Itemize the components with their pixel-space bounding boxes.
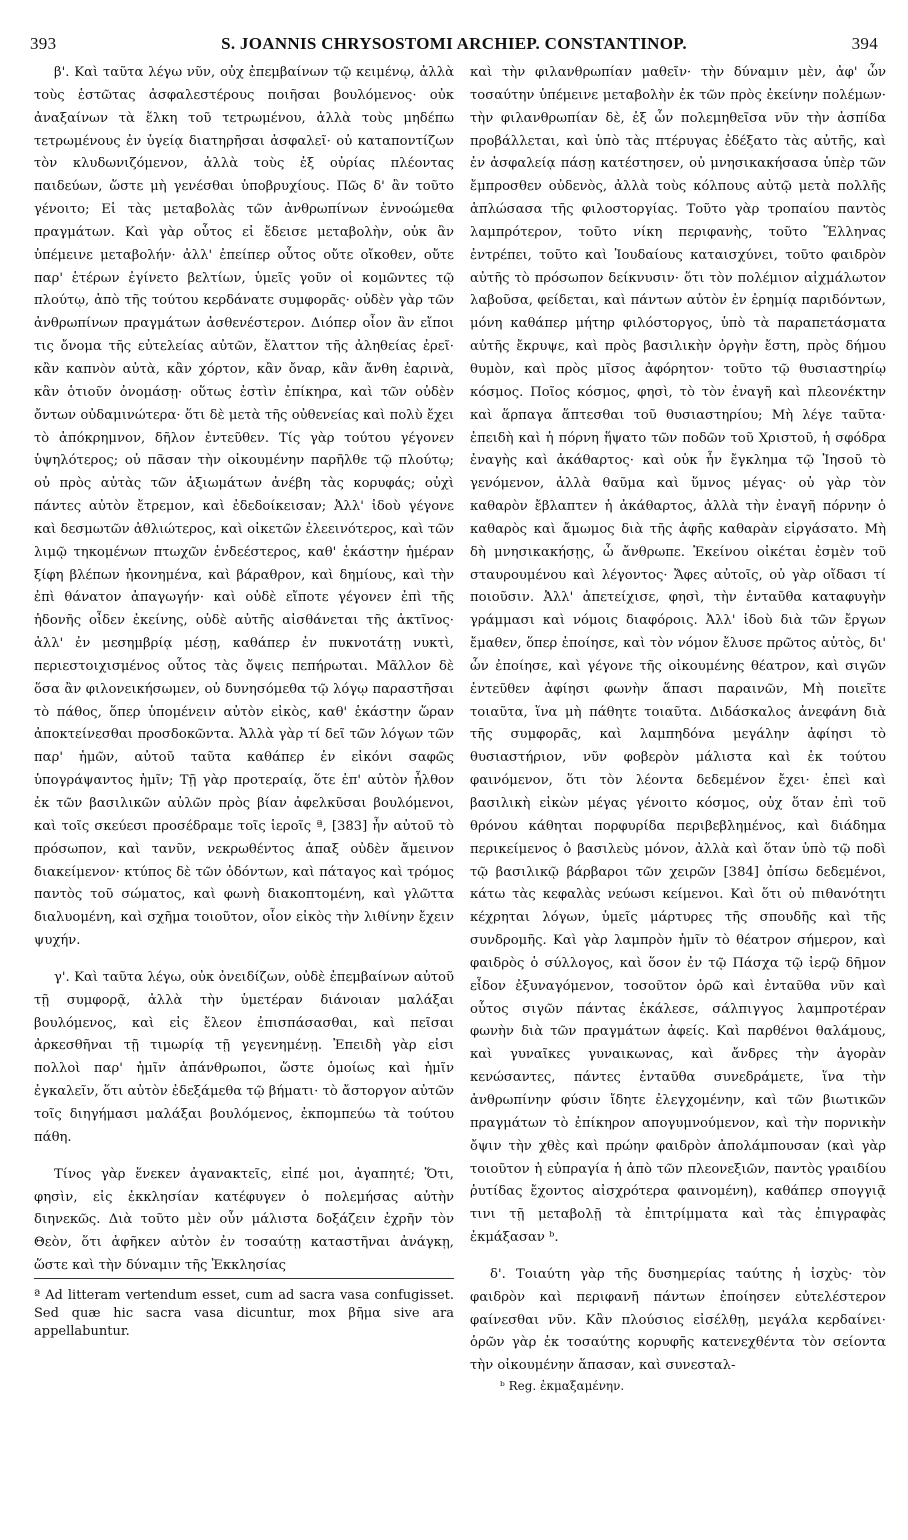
- paragraph-tinos: Τίνος γὰρ ἕνεκεν ἀγανακτεῖς, εἰπέ μοι, ἀγαπητέ; Ὅτι, φησὶν, εἰς ἐκκλησίαν κατέφυγεν ὁ πολεμήσας αὐτὴν διηνεκῶς. Διὰ τοῦτο μὲν οὖν μάλιστα δοξάζειν ἐχρῆν τὸν Θεὸν, ὅτι ἀφῆκεν αὐτὸν ἐν τοσαύτῃ καταστῆναι ἀνάγκῃ, ὥστε καὶ τὴν δύναμιν τῆς Ἐκκλησίας: [34, 1166, 454, 1274]
- left-column: [34, 62, 454, 1341]
- page-number-left: 393: [30, 34, 57, 53]
- paragraph-gamma: γ'. Καὶ ταῦτα λέγω, οὐκ ὀνειδίζων, οὐδὲ ἐπεμβαίνων αὐτοῦ τῇ συμφορᾷ, ἀλλὰ τὴν ὑμετέραν διάνοιαν μαλάξαι βουλόμενος, καὶ εἰς ἔλεον ἐπισπάσασθαι, καὶ πεῖσαι ἀρκεσθῆναι τῇ τιμωρίᾳ τῇ γεγενημένῃ. Ἐπειδὴ γὰρ εἰσι πολλοὶ παρ' ἡμῖν ἀπάνθρωποι, ὥστε ὁμοίως καὶ ἡμῖν ἐγκαλεῖν, ὅτι αὐτὸν ἐδεξάμεθα τῷ βήματι· τὸ ἄστοργον αὐτῶν τοῖς διηγήμασι μαλάξαι βουλόμενος, ἐκπομπεύω τὰ τούτου πάθη.: [34, 969, 454, 1145]
- footnote-a: ª Ad litteram vertendum esset, cum ad sacra vasa confugisset. Sed quæ hic sacra vasa dicuntur, mox βῆμα sive ara appellabuntur.: [34, 1278, 454, 1341]
- footnote-b: ᵇ Reg. ἐκμαξαμένην.: [500, 1379, 625, 1394]
- paragraph-beta: β'. Καὶ ταῦτα λέγω νῦν, οὐχ ἐπεμβαίνων τῷ κειμένῳ, ἀλλὰ τοὺς ἑστῶτας ἀσφαλεστέρους ποιῆσαι βουλόμενος· οὐκ ἀναξαίνων τὰ ἕλκη τοῦ τετρωμένου, ἀλλὰ τοὺς μηδέπω τετρωμένους ἐν ὑγείᾳ διατηρῆσαι ἀσφαλεῖ· οὐ καταποντίζων τὸν κλυδωνιζόμενον, ἀλλὰ τοὺς ἐξ οὐρίας πλέοντας παιδεύων, ὥστε μὴ γενέσθαι ὑποβρυχίους. Πῶς δ' ἂν τοῦτο γένοιτο; Εἰ τὰς μεταβολὰς τῶν ἀνθρωπίνων ἐννοώμεθα πραγμάτων. Καὶ γὰρ οὗτος εἰ ἔδεισε μεταβολὴν, οὐκ ἂν ὑπέμεινε μεταβολήν· ἀλλ' ἐπείπερ οὗτος οὔτε οἴκοθεν, οὔτε παρ' ἑτέρων ἐγίνετο βελτίων, ὑμεῖς γοῦν οἱ κομῶντες τῷ πλούτῳ, ἀπὸ τῆς τούτου κερδάνατε συμφορᾶς· οὐδὲν γὰρ τῶν ἀνθρωπίνων πραγμάτων ἀσθενέστερον. Διόπερ οἷον ἂν εἴποι τις ὄνομα τῆς εὐτελείας αὐτῶν, ἔλαττον τῆς ἀληθείας ἐρεῖ· κἂν καπνὸν αὐτὰ, κἂν χόρτον, κἂν ὄναρ, κἂν ἄνθη ἐαρινὰ, κἂν ὁτιοῦν ὀνομάσῃ· οὕτως ἐστὶν ἐπίκηρα, καὶ τῶν οὐδὲν ὄντων οὐδαμινώτερα· ὅτι δὲ μετὰ τῆς οὐθενείας καὶ πολὺ ἔχει τὸ ἀπόκρημνον, δῆλον ἐντεῦθεν. Τίς γὰρ τούτου γέγονεν ὑψηλότερος; οὐ πᾶσαν τὴν οἰκουμένην παρῆλθε τῷ πλούτῳ; οὐ πρὸς αὐτὰς τῶν ἀξιωμάτων ἀνέβη τὰς κορυφάς; οὐχὶ πάντες αὐτὸν ἔτρεμον, καὶ ἐδεδοίκεισαν; Ἀλλ' ἰδοὺ γέγονε καὶ δεσμωτῶν ἀθλιώτερος, καὶ οἰκετῶν ἐλεεινότερος, καὶ τῶν λιμῷ τηκομένων πτωχῶν ἐνδεέστερος, καθ' ἑκάστην ἡμέραν ξίφη βλέπων ἠκονημένα, καὶ βάραθρον, καὶ δημίους, καὶ τὴν ἐπὶ θάνατον ἀπαγωγήν· καὶ οὐδὲ εἴποτε γέγονεν ἐπὶ τῆς ἡδονῆς οἶδεν ἐκείνης, οὐδὲ αὐτῆς αἰσθάνεται τῆς ἀκτῖνος· ἀλλ' ἐν μεσημβρίᾳ μέσῃ, καθάπερ ἐν πυκνοτάτῃ νυκτὶ, περιεστοιχισμένος οὗτος τὰς ὄψεις πεπήρωται. Μᾶλλον δὲ ὅσα ἂν φιλονεικήσωμεν, οὐ δυνησόμεθα τῷ λόγῳ παραστῆσαι τὸ πάθος, ὅπερ ὑπομένειν αὐτὸν εἰκὸς, καθ' ἑκάστην ὥραν ἀποκτείνεσθαι προσδοκῶντα. Ἀλλὰ γὰρ τί δεῖ τῶν λόγων τῶν παρ' ἡμῶν, αὐτοῦ ταῦτα καθάπερ ἐν εἰκόνι σαφῶς ὑπογράψαντος ἡμῖν; Τῇ γὰρ προτεραίᾳ, ὅτε ἐπ' αὐτὸν ἦλθον ἐκ τῶν βασιλικῶν αὐλῶν πρὸς βίαν ἀφελκῦσαι βουλόμενοι, καὶ τοῖς σκεύεσι προσέδραμε τοῖς ἱεροῖς ª, [383] ἦν αὐτοῦ τὸ πρόσωπον, καὶ τανῦν, νεκρωθέντος ἁπαξ οὐδὲν ἄμεινον διακείμενον· κτύπος δὲ τῶν ὀδόντων, καὶ πάταγος καὶ τρόμος παντὸς τοῦ σώματος, καὶ φωνὴ διακοπτομένη, καὶ γλῶττα διαλυομένη, καὶ σχῆμα τοιοῦτον, οἷον εἰκὸς τὴν λιθίνην ἔχειν ψυχήν.: [34, 65, 454, 949]
- running-header: [30, 34, 878, 56]
- paragraph-delta: δ'. Τοιαύτη γὰρ τῆς δυσημερίας ταύτης ἡ ἰσχὺς· τὸν φαιδρὸν καὶ περιφανῆ πάντων ἐποίησεν εὐτελέστερον φαίνεσθαι νῦν. Κἂν πλούσιος εἰσέλθῃ, μεγάλα κερδαίνει· ὁρῶν γὰρ ἐκ τοσαύτης κορυφῆς κατενεχθέντα τὸν σείοντα τὴν οἰκουμένην ἅπασαν, καὶ συνεσταλ-: [470, 1266, 886, 1374]
- running-title: S. JOANNIS CHRYSOSTOMI ARCHIEP. CONSTANTINOP.: [221, 34, 687, 53]
- paragraph-continuation: καὶ τὴν φιλανθρωπίαν μαθεῖν· τὴν δύναμιν μὲν, ἀφ' ὧν τοσαύτην ὑπέμεινε μεταβολὴν ἐκ τῶν πρὸς ἐκείνην πολέμων· τὴν φιλανθρωπίαν δὲ, ἐξ ὧν πολεμηθεῖσα νῦν τὴν ἀσπίδα προβάλλεται, καὶ ὑπὸ τὰς πτέρυγας ἐδέξατο τὰς αὐτῆς, καὶ ἐν ἀσφαλείᾳ πάσῃ κατέστησεν, οὐ μνησικακήσασα ὑπὲρ τῶν ἔμπροσθεν οὐδενὸς, ἀλλὰ τοὺς κόλπους αὐτῷ μετὰ πολλῆς ἁπλώσασα τῆς φιλοστοργίας. Τοῦτο γὰρ τροπαίου παντὸς λαμπρότερον, τοῦτο νίκη περιφανὴς, τοῦτο Ἕλληνας ἐντρέπει, τοῦτο καὶ Ἰουδαίους καταισχύνει, τοῦτο φαιδρὸν αὐτῆς τὸ πρόσωπον δείκνυσιν· ὅτι τὸν πολέμιον αἰχμάλωτον λαβοῦσα, φείδεται, καὶ πάντων αὐτὸν ἐν ἐρημίᾳ παριδόντων, μόνη καθάπερ μήτηρ φιλόστοργος, ὑπὸ τὰ παραπετάσματα αὐτῆς ἔκρυψε, καὶ πρὸς βασιλικὴν ὀργὴν ἔστη, πρὸς δήμου θυμὸν, καὶ πρὸς μῖσος ἀφόρητον· τοῦτο τῷ θυσιαστηρίῳ κόσμος. Ποῖος κόσμος, φησὶ, τὸ τὸν ἐναγῆ καὶ πλεονέκτην καὶ ἅρπαγα ἅπτεσθαι τοῦ θυσιαστηρίου; Μὴ λέγε ταῦτα· ἐπειδὴ καὶ ἡ πόρνη ἥψατο τῶν ποδῶν τοῦ Χριστοῦ, ἡ σφόδρα ἐναγὴς καὶ ἀκάθαρτος· καὶ οὐκ ἦν ἔγκλημα τῷ Ἰησοῦ τὸ γενόμενον, ἀλλὰ θαῦμα καὶ ὕμνος μέγας· οὐ γὰρ τὸν καθαρὸν ἔβλαπτεν ἡ ἀκάθαρτος, ἀλλὰ τὴν ἐναγῆ πόρνην ὁ καθαρὸς καὶ ἄμωμος διὰ τῆς ἀφῆς καθαρὰν εἰργάσατο. Μὴ δὴ μνησικακήσῃς, ὦ ἄνθρωπε. Ἐκείνου οἰκέται ἐσμὲν τοῦ σταυρουμένου καὶ λέγοντος· Ἄφες αὐτοῖς, οὐ γὰρ οἴδασι τί ποιοῦσιν. Ἀλλ' ἀπετείχισε, φησὶ, τὴν ἐνταῦθα καταφυγὴν γράμμασι καὶ νόμοις διαφόροις. Ἀλλ' ἰδοὺ διὰ τῶν ἔργων ἔμαθεν, ὅπερ ἐποίησε, καὶ τὸν νόμον ἔλυσε πρῶτος αὐτὸς, δι' ὧν ἐποίησε, καὶ γέγονε τῆς οἰκουμένης θέατρον, καὶ σιγῶν ἐντεῦθεν ἀφίησι φωνὴν ἅπασι παραινῶν, Μὴ ποιεῖτε τοιαῦτα, ἵνα μὴ πάθητε τοιαῦτα. Διδάσκαλος ἀνεφάνη διὰ τῆς συμφορᾶς, καὶ λαμπηδόνα μεγάλην ἀφίησι τὸ θυσιαστήριον, νῦν φοβερὸν μάλιστα καὶ ἐκ τούτου φαινόμενον, ὅτι τὸν λέοντα δεδεμένον ἔχει· ἐπεὶ καὶ βασιλικὴ εἰκὼν μέγας γένοιτο κόσμος, οὐχ ὅταν ἐπὶ τοῦ θρόνου κάθηται πορφυρίδα περιβεβλημένος, καὶ διάδημα περικείμενος ὁ βασιλεὺς μόνον, ἀλλὰ καὶ ὅταν ὑπὸ τῷ ποδὶ τῷ βασιλικῷ βάρβαροι τῶν χειρῶν [384] ὀπίσω δεδεμένοι, κάτω τὰς κεφαλὰς νεύωσι κείμενοι. Καὶ ὅτι οὐ πιθανότητι κέχρηται λόγων, ὑμεῖς μάρτυρες τῆς σπουδῆς καὶ τῆς συνδρομῆς. Καὶ γὰρ λαμπρὸν ἡμῖν τὸ θέατρον σήμερον, καὶ φαιδρὸς ὁ σύλλογος, καὶ ὅσον ἐν τῷ Πάσχα τῷ ἱερῷ δῆμον εἶδον ἐξυναγόμενον, τοσοῦτον ὁρῶ καὶ ἐνταῦθα νῦν καὶ οὗτος σιγῶν πάντας ἐκάλεσε, σάλπιγγος λαμπροτέραν φωνὴν διὰ τῶν πραγμάτων ἀφείς. Καὶ παρθένοι θαλάμους, καὶ γυναῖκες γυναικωνας, καὶ ἄνδρες τὴν ἀγορὰν κενώσαντες, πάντες ἐνταῦθα συνεδράμετε, ἵνα τὴν ἀνθρωπίνην φύσιν ἴδητε ἐλεγχομένην, καὶ τῶν βιωτικῶν πραγμάτων τὸ ἐπίκηρον απογυμνούμενον, καὶ τὴν πορνικὴν ὄψιν τὴν χθὲς καὶ πρώην φαιδρὸν ἀπολάμπουσαν (καὶ γὰρ τοιοῦτον ἡ εὐπραγία ἡ ἀπὸ τῶν πλεονεξιῶν, παντὸς γραιδίου ῥυτίδας ἔχοντος αἰσχρότερα φαινομένη), καθάπερ σπογγιᾷ τινι τῇ μεταβολῇ τὰ ἐπιτρίμματα καὶ τὰς ἐπιγραφὰς ἐκμάξασαν ᵇ.: [470, 65, 886, 1246]
- page-number-right: 394: [851, 34, 878, 53]
- right-column: [470, 62, 886, 1394]
